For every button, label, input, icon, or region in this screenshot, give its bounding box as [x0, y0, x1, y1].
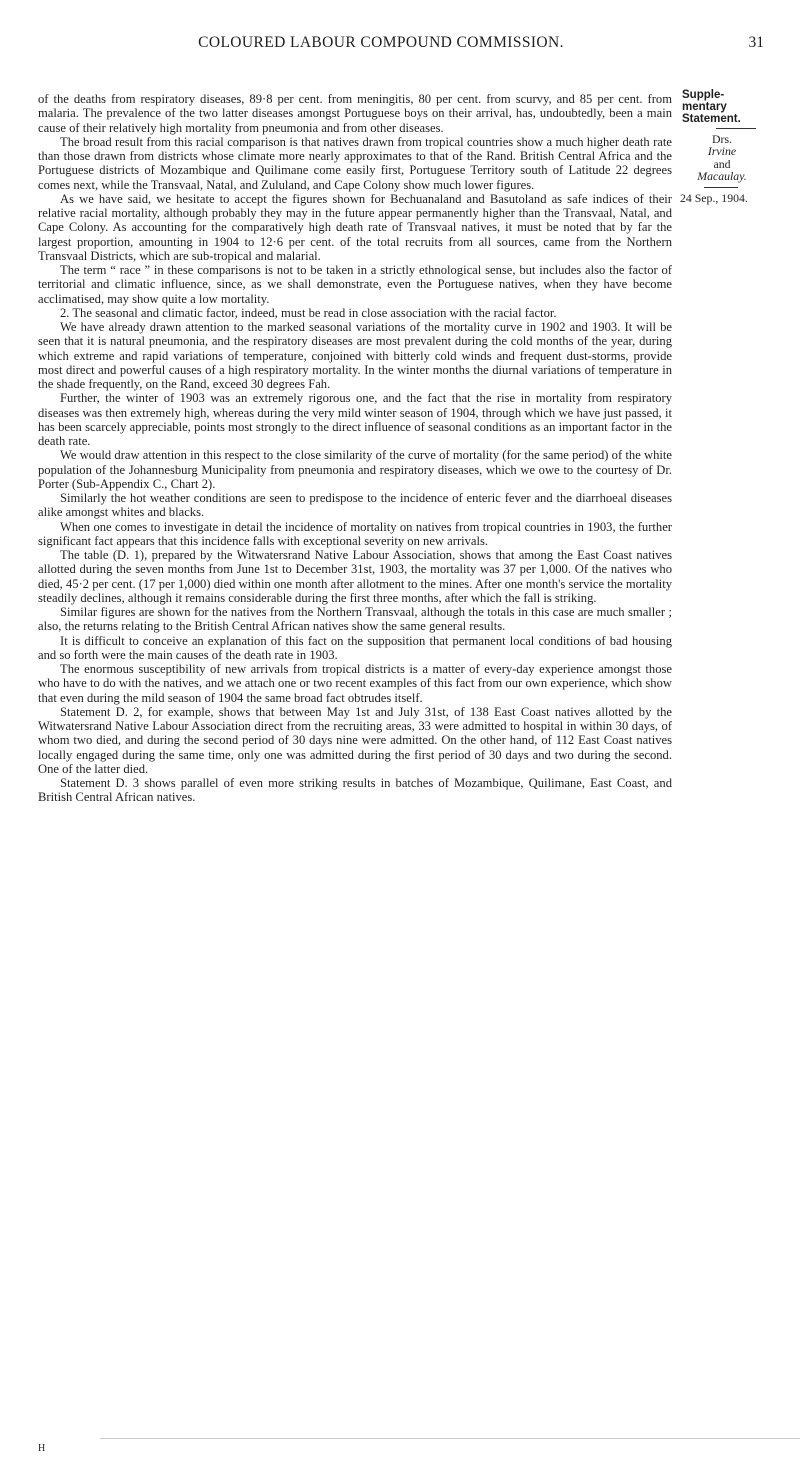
paragraph: As we have said, we hesitate to accept the figures shown for Bechuanaland and Basutoland as safe indices of their relative racial mortality, although probably they may in the future appear permanently higher than the Transvaal, Natal, and Cape Colony. As accounting for the comparatively high death rate of Transvaal natives, it must be noted that by far the largest proportion, amounting in 1904 to 12·6 per cent. of the total recruits from all sources, came from the Northern Transvaal Districts, which are sub-tropical and malarial.: [38, 191, 672, 263]
margin-and: and: [713, 156, 731, 171]
margin-heading-line-3: Statement.: [682, 113, 741, 126]
page-number: 31: [748, 34, 764, 51]
page-header: [38, 26, 764, 56]
paragraph: The term “ race ” in these comparisons is not to be taken in a strictly ethnological sense, but includes also the factor of territorial and climatic influence, since, as we shall demonstrate, even the Portuguese natives, when they have become acclimatised, may show quite a low mortality.: [38, 263, 672, 306]
margin-rule: [716, 128, 756, 129]
paragraph: 2. The seasonal and climatic factor, indeed, must be read in close association with the racial factor.: [60, 305, 557, 320]
signature-mark: H: [38, 1443, 46, 1454]
paragraph: We have already drawn attention to the marked seasonal variations of the mortality curve in 1902 and 1903. It will be seen that it is natural pneumonia, and the respiratory diseases are most prevalent during the cold months of the year, during which extreme and rapid variations of temperature, conjoined with bitterly cold winds and frequent dust-storms, provide most direct and powerful causes of a high respiratory mortality. In the winter months the diurnal variations of temperature in the shade frequently, on the Rand, exceed 30 degrees Fah.: [38, 320, 672, 391]
body-text: [38, 92, 672, 805]
paragraph: The enormous susceptibility of new arrivals from tropical districts is a matter of every-day experience amongst those who have to do with the natives, and we attach one or two recent examples of this fact from our own experience, which show that even during the mild season of 1904 the same broad fact obtrudes itself.: [38, 662, 672, 705]
paragraph: The broad result from this racial comparison is that natives drawn from tropical countries show a much higher death rate than those drawn from districts whose climate more nearly approximates to that of the Rand. British Central Africa and the Portuguese districts of Mozambique and Quilimane come easily first, Portuguese Territory south of Latitude 22 degrees comes next, while the Transvaal, Natal, and Zululand, and Cape Colony show much lower figures.: [38, 134, 672, 192]
margin-heading-line-1: Supple-: [682, 89, 725, 101]
margin-drs: Drs.: [712, 131, 732, 146]
paragraph: Similar figures are shown for the natives from the Northern Transvaal, although the totals in this case are much smaller ; also, the returns relating to the British Central African natives show the same general results.: [38, 605, 672, 634]
paragraph: The table (D. 1), prepared by the Witwatersrand Native Labour Association, shows that among the East Coast natives allotted during the seven months from June 1st to December 31st, 1903, the mortality was 37 per 1,000. Of the natives who died, 45·2 per cent. (17 per 1,000) died within one month after allotment to the mines. After one month's service the mortality steadily declines, although it remains considerable during the first three months, after which the fall is striking.: [38, 548, 672, 605]
paragraph: We would draw attention in this respect to the close similarity of the curve of mortality (for the same period) of the white population of the Johannesburg Municipality from pneumonia and respiratory diseases, which we owe to the courtesy of Dr. Porter (Sub-Appendix C., Chart 2).: [38, 448, 672, 491]
paragraph: Statement D. 2, for example, shows that between May 1st and July 31st, of 138 East Coast natives allotted by the Witwatersrand Native Labour Association direct from the recruiting areas, 33 were admitted to hospital in within 30 days, of whom two died, and during the second period of 30 days nine were admitted. On the other hand, of 112 East Coast natives locally engaged during the same time, only one was admitted during the first period of 30 days and two during the second. One of the latter died.: [38, 704, 672, 776]
paragraph: Statement D. 3 shows parallel of even more striking results in batches of Mozambique, Quilimane, East Coast, and British Central African natives.: [38, 776, 672, 805]
margin-date: 24 Sep., 1904.: [680, 190, 748, 205]
margin-heading: [682, 89, 792, 126]
margin-author-2: Macaulay.: [697, 169, 747, 184]
footer-rule: [100, 1438, 800, 1439]
paragraph: Similarly the hot weather conditions are seen to predispose to the incidence of enteric fever and the diarrhoeal diseases alike amongst whites and blacks.: [38, 491, 672, 520]
paragraph: Further, the winter of 1903 was an extremely rigorous one, and the fact that the rise in mortality from respiratory diseases was then extremely high, whereas during the very mild winter season of 1904, through which we have just passed, it has been scarcely appreciable, points most strongly to the direct influence of seasonal conditions as an important factor in the death rate.: [38, 391, 672, 448]
margin-notes: [682, 89, 792, 205]
margin-author-1: Irvine: [707, 144, 737, 159]
margin-heading-line-2: mentary: [682, 101, 727, 114]
paragraph: When one comes to investigate in detail the incidence of mortality on natives from tropical countries in 1903, the further significant fact appears that this incidence falls with exceptional severity on new arrivals.: [38, 519, 672, 548]
paragraph: It is difficult to conceive an explanation of this fact on the supposition that permanent local conditions of bad housing and so forth were the main causes of the death rate in 1903.: [38, 633, 672, 662]
margin-rule-2: [704, 187, 738, 188]
paragraph: of the deaths from respiratory diseases, 89·8 per cent. from meningitis, 80 per cent. from scurvy, and 85 per cent. from malaria. The prevalence of the two latter diseases amongst Portuguese boys on their arrival, has, undoubtedly, been a main cause of their relatively high mortality from pneumonia and from other diseases.: [38, 92, 672, 135]
running-title: COLOURED LABOUR COMPOUND COMMISSION.: [198, 34, 564, 51]
